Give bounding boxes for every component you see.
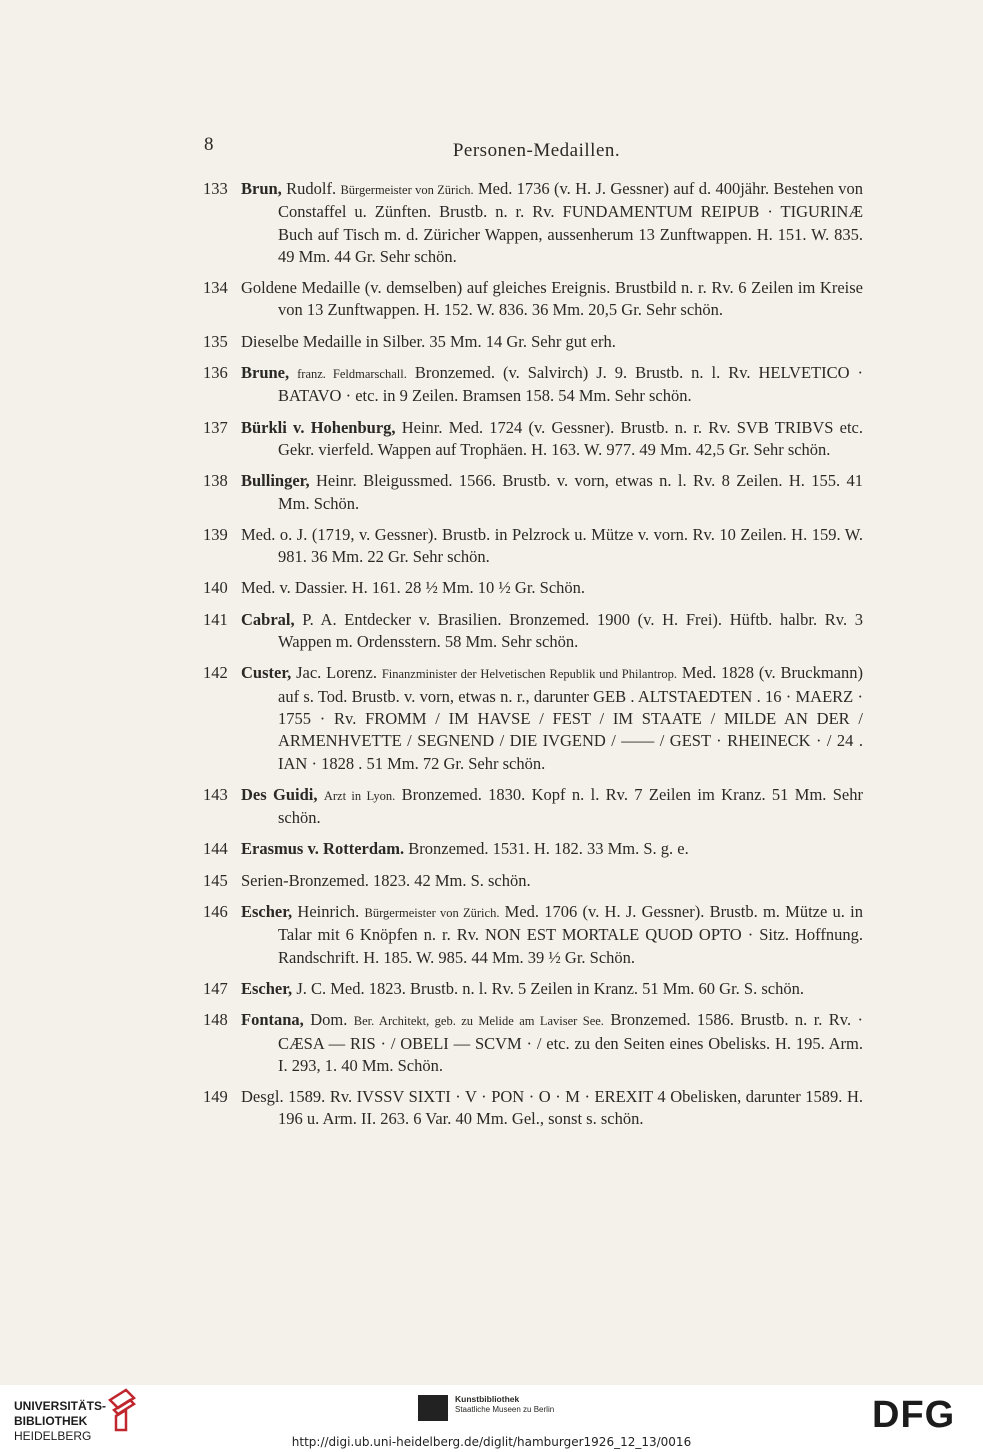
entry-text [241,978,863,1000]
entry-number: 144 [203,839,228,859]
entry-name: Escher, [241,902,293,922]
kb-line2: Staatliche Museen zu Berlin [455,1405,555,1414]
entry-number: 143 [203,784,228,804]
page-header [0,134,983,164]
ub-logo-mark-icon [104,1388,138,1432]
entry-number: 149 [203,1087,228,1107]
entry-name: Cabral, [241,609,295,629]
entry-rest: J. C. Med. 1823. Brustb. n. l. Rv. 5 Zeilen in Kranz. 51 Mm. 60 Gr. S. schön. [292,978,804,998]
catalog-entry [203,178,863,268]
entry-number: 147 [203,978,228,998]
entry-rest: Desgl. 1589. Rv. IVSSV SIXTI · V · PON · O · M · EREXIT 4 Obelisken, darunter 1589. H. 196 u. Arm. II. 263. 6 Var. 40 Mm. Gel., sonst s. schön. [241,1087,863,1129]
entry-details: Bronzemed. 1586. Brustb. n. r. Rv. · CÆSA — RIS · / OBELI — SCVM · / etc. zu den Seiten eines Obelisks. H. 195. Arm. I. 293, 1. 40 Mm. Schön. [278,1010,863,1075]
footer [0,1385,983,1452]
entry-text [241,662,863,774]
entry-text [241,362,864,408]
entry-rest: Serien-Bronzemed. 1823. 42 Mm. S. schön. [241,870,531,890]
entry-name: Brune, [241,363,290,383]
ub-line3: HEIDELBERG [14,1429,92,1443]
entry-name: Escher, [241,978,293,998]
catalog-entry [203,1086,863,1131]
entry-number: 135 [203,331,228,351]
entry-rest: Med. v. Dassier. H. 161. 28 ½ Mm. 10 ½ Gr. Schön. [241,578,586,598]
kunstbibliothek-logo[interactable] [455,1394,554,1415]
entry-rest: Bronzemed. 1531. H. 182. 33 Mm. S. g. e. [404,839,689,859]
ub-line2: BIBLIOTHEK [14,1414,88,1428]
entry-name: Des Guidi, [241,784,318,804]
entry-text [241,1009,863,1077]
entry-text [241,609,863,654]
running-title: Personen-Medaillen. [452,140,621,161]
entry-name: Custer, [241,663,292,683]
ub-line1: UNIVERSITÄTS- [14,1399,107,1413]
catalog-entry [203,1009,863,1077]
entry-rest: Med. o. J. (1719, v. Gessner). Brustb. in Pelzrock u. Mütze v. vorn. Rv. 10 Zeilen. H. 159. W. 981. 36 Mm. 22 Gr. Sehr schön. [241,524,863,567]
entry-details: Med. 1828 (v. Bruckmann) auf s. Tod. Brustb. v. vorn, etwas n. r., darunter GEB . ALTSTAEDTEN . 16 · MAERZ · 1755 · Rv. FROMM / IM HAVSE / FEST / IM STAATE / MILDE AN DER / ARMENHVETTE / SEGNEND / DIE IVGEND / —— / GEST · RHEINECK · / 24 . IAN · 1828 . 51 Mm. 72 Gr. Sehr schön. [278,663,863,773]
entry-text [241,870,863,892]
catalog-entries [203,178,863,1140]
entry-description: Arzt in Lyon. [323,788,396,803]
entry-text [241,784,863,830]
entry-number: 140 [203,578,228,598]
entry-number: 142 [203,663,228,683]
entry-text [241,277,863,322]
entry-name: Bürkli v. Hohenburg, [241,417,396,437]
entry-rest: P. A. Entdecker v. Brasilien. Bronzemed. 1900 (v. H. Frei). Hüftb. halbr. Rv. 3 Wappen m. Ordensstern. 58 Mm. Sehr schön. [278,609,863,652]
entry-description: Bürgermeister von Zürich. [364,906,500,921]
catalog-entry [203,901,863,969]
entry-rest: Dieselbe Medaille in Silber. 35 Mm. 14 Gr. Sehr gut erh. [241,331,616,351]
kunstbibliothek-logo-icon [418,1395,448,1421]
catalog-entry [203,609,863,654]
entry-rest: Heinr. Med. 1724 (v. Gessner). Brustb. n. r. Rv. SVB TRIBVS etc. Gekr. vierfeld. Wappen auf Trophäen. H. 163. W. 977. 49 Mm. 42,5 Gr. Sehr schön. [278,417,863,459]
entry-details: Med. 1736 (v. H. J. Gessner) auf d. 400jähr. Bestehen von Constaffel u. Zünften. Brustb. n. r. Rv. FUNDAMENTUM REIPUB · TIGURINÆ Buch auf Tisch m. d. Züricher Wappen, aussenherum 13 Zunftwappen. H. 151. W. 835. 49 Mm. 44 Gr. Sehr schön. [278,179,863,266]
entry-rest [289,363,297,382]
entry-number: 141 [203,609,228,629]
entry-rest: Heinr. Bleigussmed. 1566. Brustb. v. vorn, etwas n. l. Rv. 8 Zeilen. H. 155. 41 Mm. Schön. [278,471,863,513]
entry-text [241,331,863,353]
entry-number: 145 [203,870,228,890]
catalog-entry [203,362,863,408]
entry-details: Med. 1706 (v. H. J. Gessner). Brustb. m. Mütze u. in Talar mit 6 Knöpfen n. r. Rv. NON EST MORTALE QUOD OPTO · Sitz. Hoffnung. Randschrift. H. 185. W. 985. 44 Mm. 39 ½ Gr. Schön. [278,902,863,967]
entry-text [241,901,863,969]
entry-details: Bronzemed. (v. Salvirch) J. 9. Brustb. n. l. Rv. HELVETICO · BATAVO · etc. in 9 Zeilen. Bramsen 158. 54 Mm. Sehr schön. [278,363,864,406]
entry-text [241,470,863,515]
entry-description: Bürgermeister von Zürich. [340,183,474,197]
catalog-entry [203,470,863,515]
entry-description: franz. Feldmarschall. [297,367,407,382]
entry-number: 146 [203,902,228,922]
entry-text [241,838,863,860]
entry-text [241,1086,863,1131]
entry-description: Finanzminister der Helvetischen Republik und Philantrop. [381,667,677,682]
entry-text [241,524,863,569]
entry-name: Bullinger, [241,471,310,491]
entry-number: 148 [203,1010,228,1030]
catalog-entry [203,524,863,569]
entry-text [241,417,863,462]
entry-rest: Heinrich. [292,902,365,922]
entry-name: Brun, [241,179,282,198]
entry-rest: Jac. Lorenz. [291,663,382,683]
entry-name: Erasmus v. Rotterdam. [241,839,405,859]
dfg-logo[interactable]: DFG [872,1394,956,1436]
entry-number: 134 [203,278,228,298]
entry-number: 138 [203,471,228,491]
catalog-entry [203,417,863,462]
entry-number: 133 [203,179,228,198]
permalink-url[interactable]: http://digi.ub.uni-heidelberg.de/diglit/hamburger1926_12_13/0016 [291,1435,692,1449]
catalog-entry [203,662,863,774]
page-number: 8 [204,134,214,155]
entry-description: Ber. Architekt, geb. zu Melide am Laviser See. [353,1014,604,1029]
catalog-entry [203,978,863,1000]
entry-name: Fontana, [241,1010,304,1030]
entry-text [241,178,863,268]
entry-number: 136 [203,363,228,383]
catalog-entry [203,838,863,860]
catalog-entry [203,277,863,322]
entry-text [241,577,863,599]
catalog-entry [203,577,863,599]
entry-number: 139 [203,524,228,544]
catalog-entry [203,870,863,892]
entry-rest: Goldene Medaille (v. demselben) auf gleiches Ereignis. Brustbild n. r. [241,278,707,298]
entry-rest: Dom. [303,1010,354,1030]
entry-details: Bronzemed. 1830. Kopf n. l. Rv. 7 Zeilen im Kranz. 51 Mm. Sehr schön. [278,784,863,828]
entry-number: 137 [203,417,228,437]
entry-rest: Rudolf. [281,179,341,198]
kb-line1: Kunstbibliothek [455,1394,520,1404]
catalog-entry [203,784,863,830]
entry-details: Rv. 6 Zeilen im Kreise von 13 Zunftwappen. H. 152. W. 836. 36 Mm. 20,5 Gr. Sehr schön. [278,278,863,320]
catalog-entry [203,331,863,353]
